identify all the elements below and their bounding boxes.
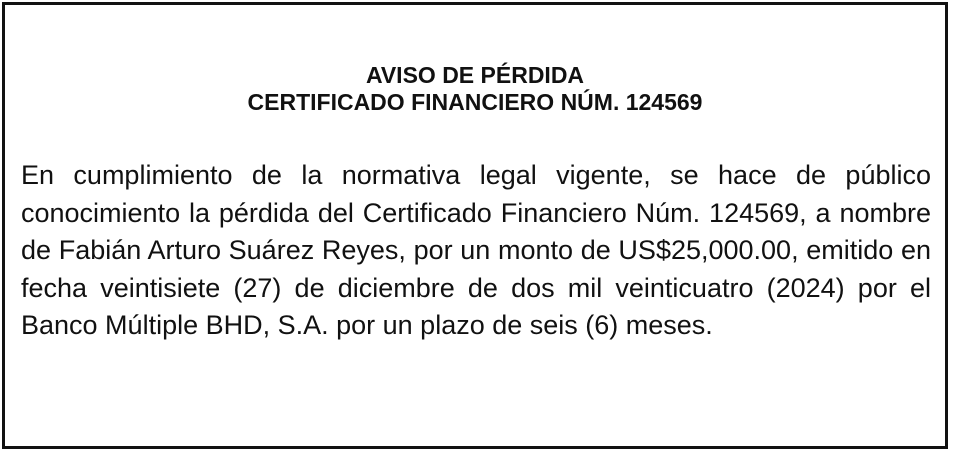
notice-body: En cumplimiento de la normativa legal vigente, se hace de público conocimiento la pérdida del Certificado Financiero Núm. 124569, a nombre de Fabián Arturo Suárez Reyes, por un monto de US$25,000.00, emitido en fecha veintisiete (27) de diciembre de dos mil veinticuatro (2024) por el Banco Múltiple BHD, S.A. por un plazo de seis (6) meses. bbox=[21, 160, 931, 341]
notice-subtitle: CERTIFICADO FINANCIERO NÚM. 124569 bbox=[247, 89, 703, 115]
notice-heading bbox=[5, 62, 945, 116]
notice-box bbox=[2, 2, 948, 449]
notice-title: AVISO DE PÉRDIDA bbox=[365, 62, 585, 88]
